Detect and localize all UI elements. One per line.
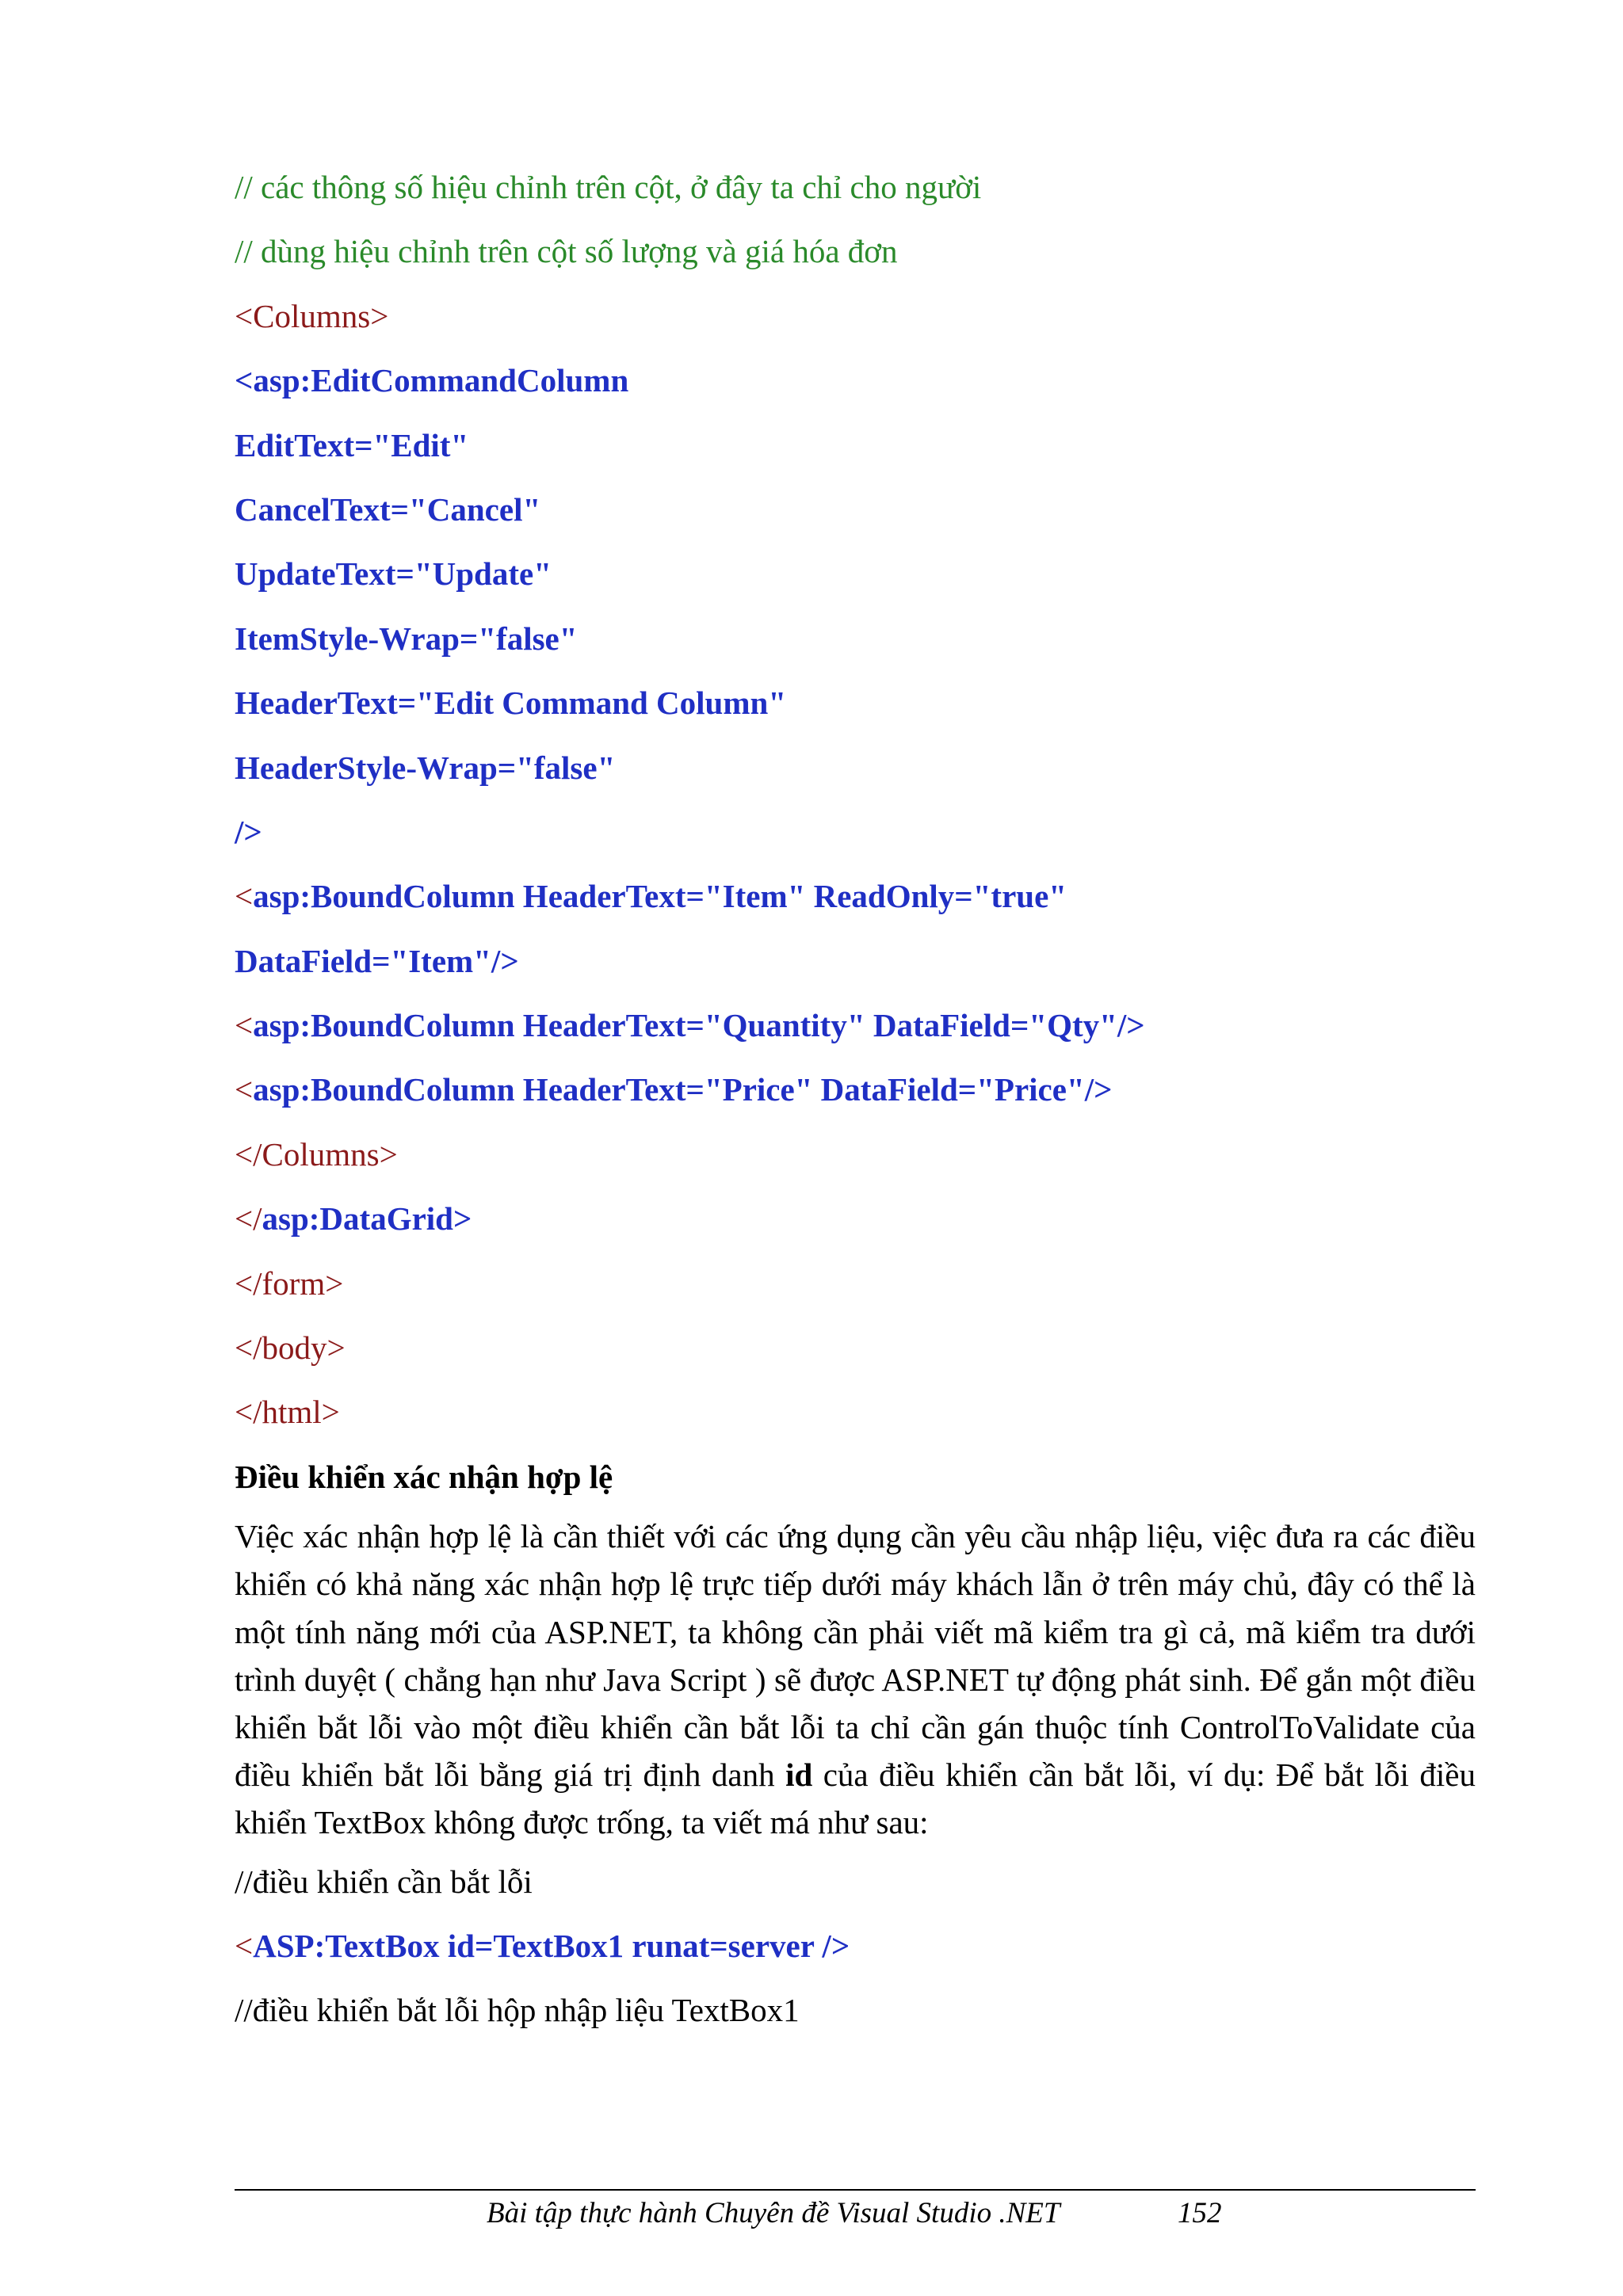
- comment-target-control: //điều khiển cần bắt lỗi: [235, 1863, 533, 1900]
- update-text-attr: UpdateText="Update": [235, 555, 552, 593]
- section-paragraph: [235, 1512, 1476, 1846]
- columns-open-tag: <Columns>: [235, 297, 389, 334]
- header-style-wrap-attr: HeaderStyle-Wrap="false": [235, 749, 616, 786]
- comment-validator-control: //điều khiển bắt lỗi hộp nhập liệu TextBox1: [235, 1992, 800, 2029]
- textbox-code: ASP:TextBox id=TextBox1 runat=server />: [253, 1928, 850, 1965]
- footer-title: Bài tập thực hành Chuyên đề Visual Studio .NET: [487, 2197, 1060, 2229]
- form-close-tag: </form>: [235, 1264, 344, 1302]
- paragraph-text-1: Việc xác nhận hợp lệ là cần thiết với các ứng dụng cần yêu cầu nhập liệu, việc đưa ra các điều khiển có khả năng xác nhận hợp lệ trực tiếp dưới máy khách lẫn ở trên máy chủ, đây có thể là một tính năng mới của ASP.NET, ta không cần phải viết mã kiểm tra gì cả, mã kiểm tra dưới trình duyệt ( chẳng hạn như Java Script ) sẽ được ASP.NET tự động phát sinh. Để gắn một điều khiển bắt lỗi vào một điều khiển cần bắt lỗi ta chỉ cần gán thuộc tính ControlToValidate của điều khiển bắt lỗi bằng giá trị định danh: [235, 1518, 1476, 1794]
- html-close-tag: </html>: [235, 1394, 340, 1431]
- bound-price-code: asp:BoundColumn HeaderText="Price" DataField="Price"/>: [253, 1071, 1113, 1108]
- datagrid-close-lt: </: [235, 1200, 262, 1238]
- code-comment-1: // các thông số hiệu chỉnh trên cột, ở đây ta chỉ cho người: [235, 169, 982, 205]
- bound-column-price: [235, 1058, 1476, 1122]
- textbox-lt: <: [235, 1928, 254, 1965]
- footer-divider: [235, 2189, 1476, 2191]
- bound-column-item: [235, 864, 1476, 929]
- body-close-tag: </body>: [235, 1329, 346, 1367]
- header-text-attr: HeaderText="Edit Command Column": [235, 685, 787, 722]
- bound-qty-code: asp:BoundColumn HeaderText="Quantity" DataField="Qty"/>: [253, 1007, 1145, 1044]
- page-content: [235, 155, 1476, 2043]
- section-heading: Điều khiển xác nhận hợp lệ: [235, 1458, 613, 1495]
- bound-price-lt: <: [235, 1071, 254, 1108]
- textbox-code-line: [235, 1914, 1476, 1978]
- bound-column-qty: [235, 994, 1476, 1058]
- footer-page-number: 152: [1178, 2197, 1222, 2229]
- item-style-wrap-attr: ItemStyle-Wrap="false": [235, 620, 578, 657]
- paragraph-text-2: của điều khiển cần bắt lỗi, ví dụ: Để bắt lỗi điều khiển TextBox không được trống, ta viết má như sau:: [235, 1756, 1476, 1841]
- bound-item-datafield: DataField="Item"/>: [235, 942, 519, 979]
- code-comment-2: // dùng hiệu chỉnh trên cột số lượng và giá hóa đơn: [235, 233, 898, 270]
- cancel-text-attr: CancelText="Cancel": [235, 490, 541, 528]
- bound-item-code: asp:BoundColumn HeaderText="Item" ReadOnly="true": [253, 878, 1067, 915]
- datagrid-close-code: asp:DataGrid>: [262, 1200, 472, 1238]
- self-close-tag: />: [235, 813, 262, 850]
- edit-command-column-tag: <asp:EditCommandColumn: [235, 362, 629, 399]
- bound-qty-lt: <: [235, 1007, 254, 1044]
- columns-close-tag: </Columns>: [235, 1135, 398, 1173]
- datagrid-close-tag: [235, 1187, 1476, 1251]
- bound-item-lt: <: [235, 878, 254, 915]
- paragraph-bold-id: id: [785, 1756, 813, 1794]
- edit-text-attr: EditText="Edit": [235, 426, 469, 463]
